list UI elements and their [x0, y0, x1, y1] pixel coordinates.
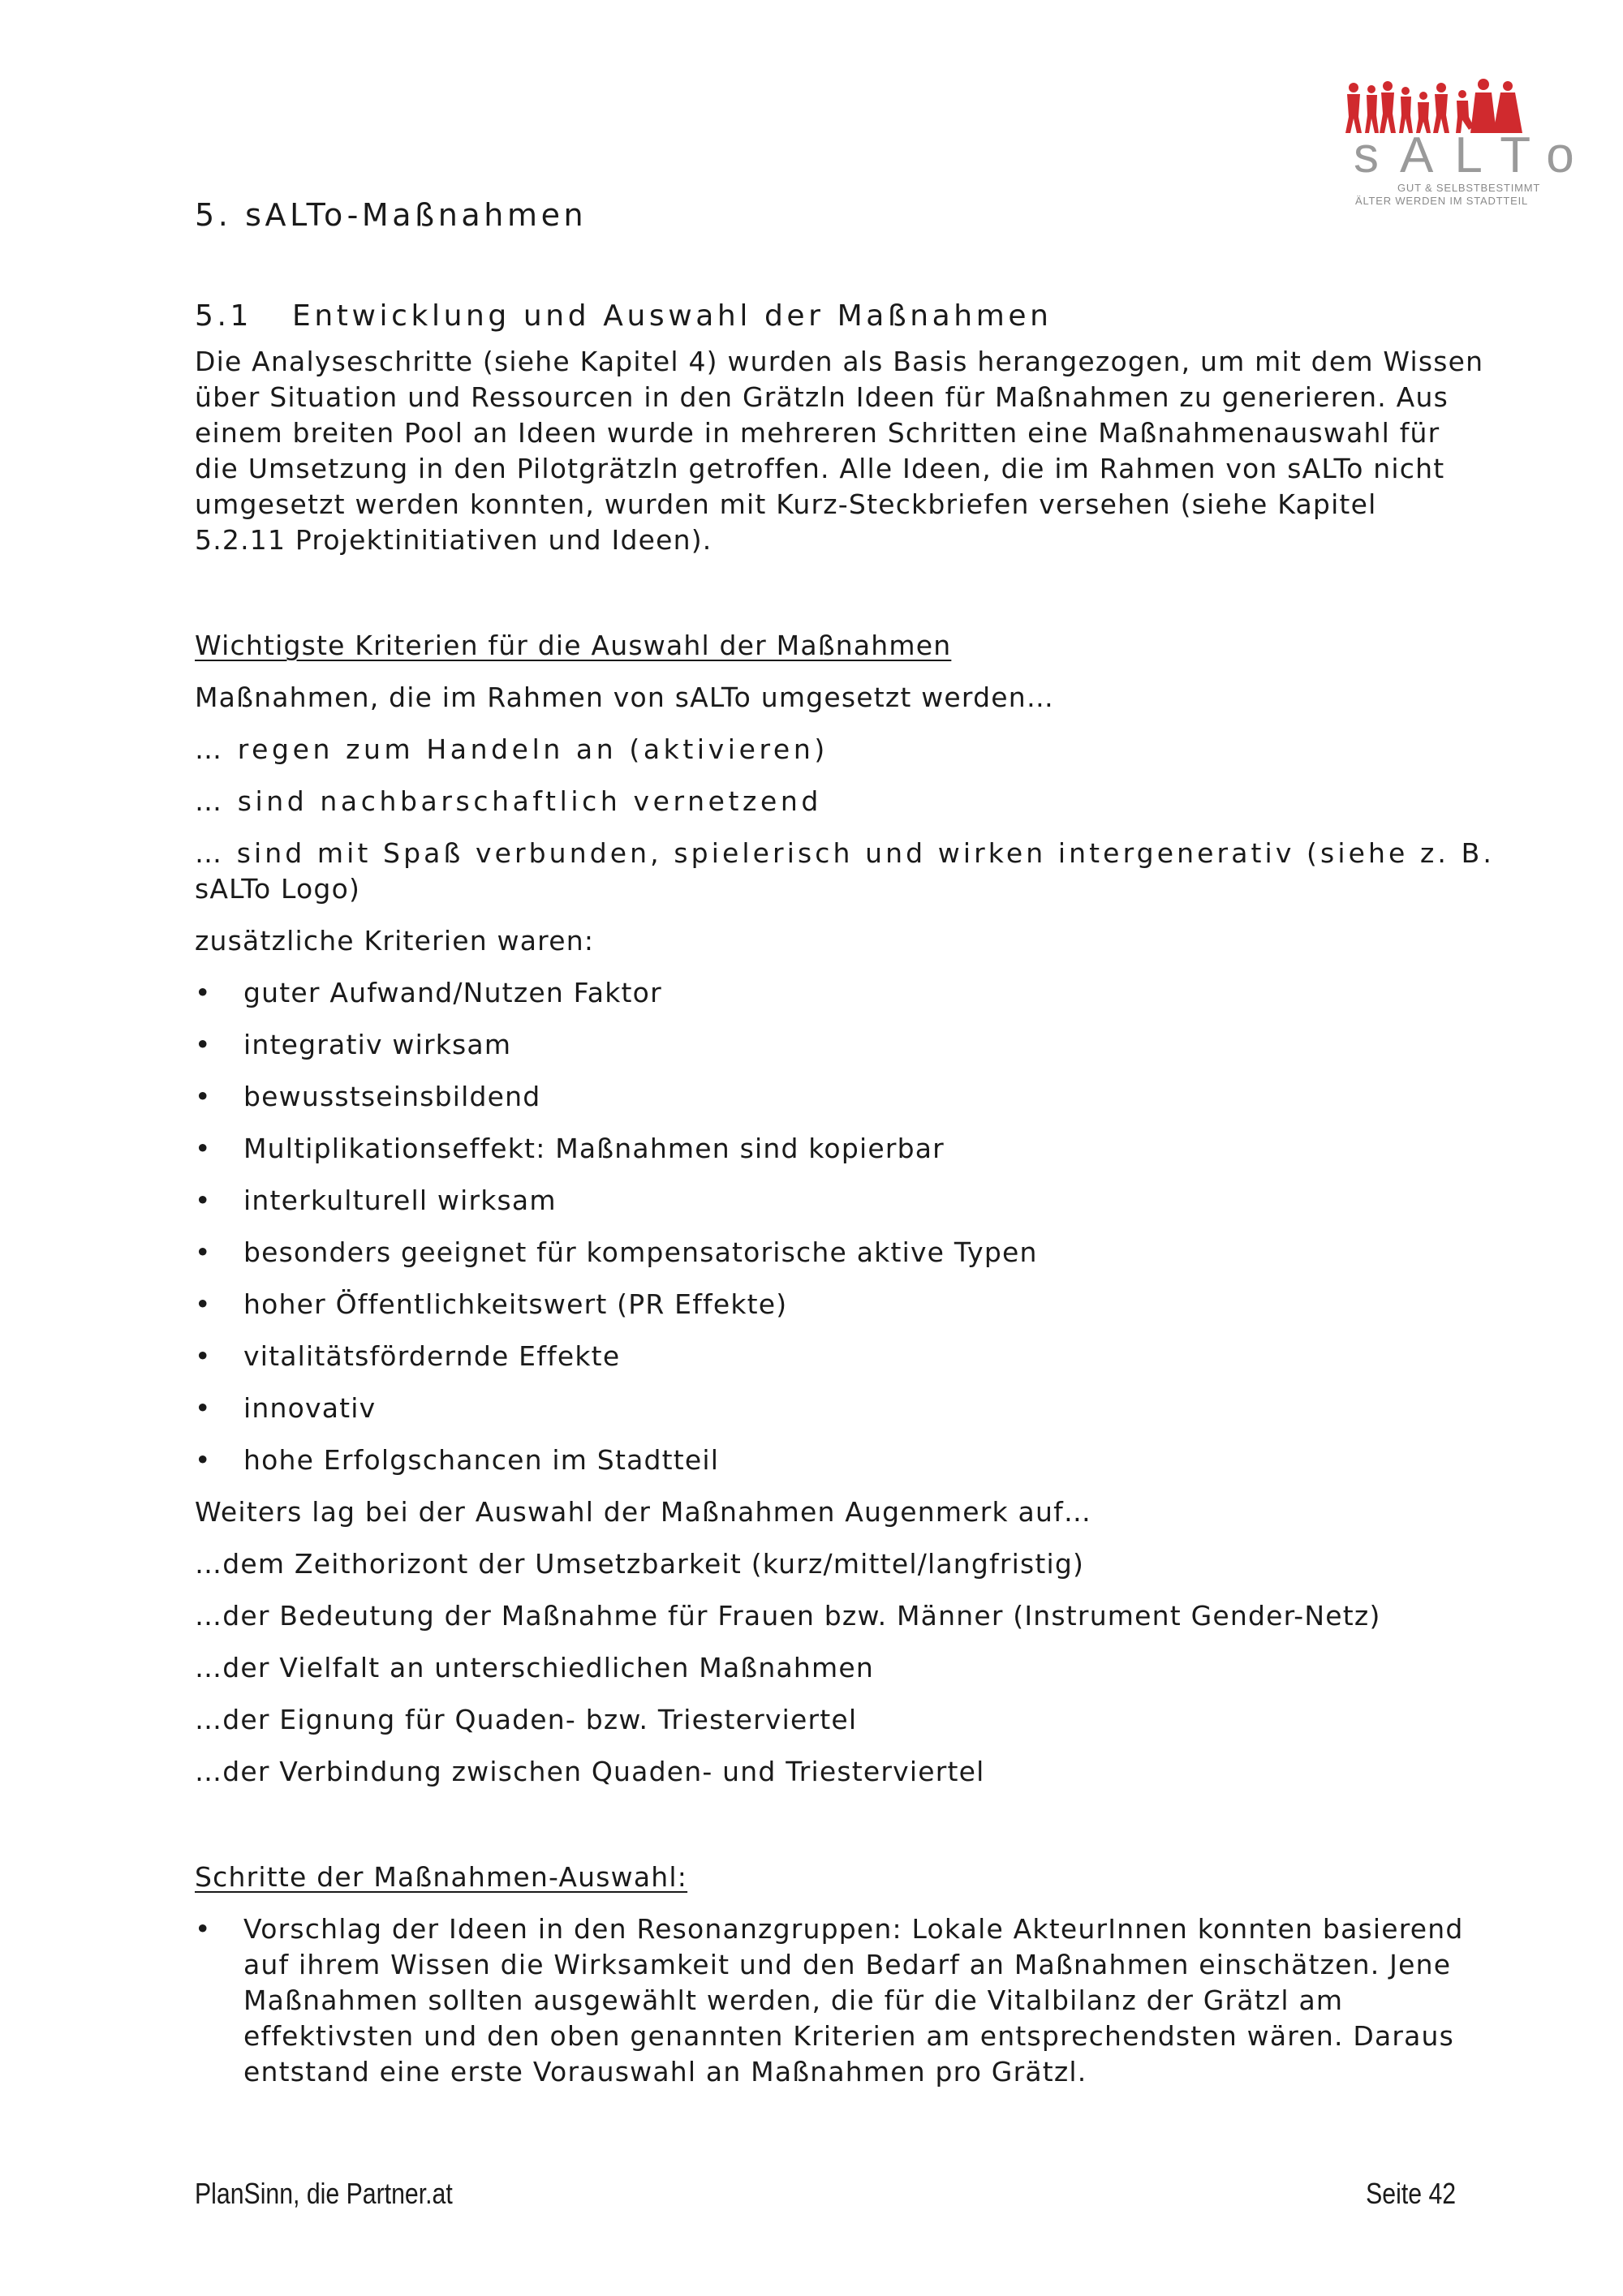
steps-item-line: entstand eine erste Vorauswahl an Maßnahmen pro Grätzl. — [243, 2056, 1087, 2087]
bullet-icon: • — [195, 1185, 211, 1216]
criterion-main-cont: sALTo Logo) — [195, 873, 361, 905]
list-item: bewusstseinsbildend — [243, 1081, 541, 1112]
paragraph-line: Die Analyseschritte (siehe Kapitel 4) wurden als Basis herangezogen, um mit dem Wissen — [195, 346, 1484, 377]
list-item: hohe Erfolgschancen im Stadtteil — [243, 1444, 720, 1476]
logo-wordmark: sALTo — [1354, 127, 1595, 183]
bullet-icon: • — [195, 1029, 211, 1060]
criterion-main: … sind mit Spaß verbunden, spielerisch und wirken intergenerativ (siehe z. B. — [195, 837, 1495, 869]
section-title: Entwicklung und Auswahl der Maßnahmen — [292, 299, 1053, 333]
steps-item-line: effektivsten und den oben genannten Kriterien am entsprechendsten wären. Daraus — [243, 2020, 1455, 2052]
paragraph-line: 5.2.11 Projektinitiativen und Ideen). — [195, 524, 712, 556]
steps-item-line: Vorschlag der Ideen in den Resonanzgruppen: Lokale AkteurInnen konnten basierend — [243, 1913, 1464, 1945]
focus-item: …der Vielfalt an unterschiedlichen Maßnahmen — [195, 1652, 874, 1683]
bullet-icon: • — [195, 1288, 211, 1320]
criterion-main: … regen zum Handeln an (aktivieren) — [195, 733, 829, 765]
paragraph-line: umgesetzt werden konnten, wurden mit Kurz-Steckbriefen versehen (siehe Kapitel — [195, 488, 1377, 520]
list-item: guter Aufwand/Nutzen Faktor — [243, 977, 662, 1008]
bullet-icon: • — [195, 1444, 211, 1476]
chapter-title: 5. sALTo-Maßnahmen — [195, 197, 588, 233]
bullet-icon: • — [195, 1081, 211, 1112]
additional-criteria-intro: zusätzliche Kriterien waren: — [195, 925, 595, 957]
focus-item: …der Bedeutung der Maßnahme für Frauen bzw. Männer (Instrument Gender-Netz) — [195, 1600, 1381, 1632]
list-item: innovativ — [243, 1392, 377, 1424]
paragraph-line: über Situation und Ressourcen in den Grätzln Ideen für Maßnahmen zu generieren. Aus — [195, 381, 1449, 413]
section-number: 5.1 — [195, 299, 253, 333]
focus-item: …dem Zeithorizont der Umsetzbarkeit (kurz/mittel/langfristig) — [195, 1548, 1085, 1580]
logo-tagline-2: ÄLTER WERDEN IM STADTTEIL — [1355, 195, 1529, 207]
list-item: interkulturell wirksam — [243, 1185, 557, 1216]
bullet-icon: • — [195, 1340, 211, 1372]
bullet-icon: • — [195, 1133, 211, 1164]
steps-item-line: auf ihrem Wissen die Wirksamkeit und den Bedarf an Maßnahmen einschätzen. Jene — [243, 1949, 1452, 1980]
list-item: Multiplikationseffekt: Maßnahmen sind kopierbar — [243, 1133, 945, 1164]
page-number: Seite 42 — [1366, 2177, 1456, 2210]
list-item: vitalitätsfördernde Effekte — [243, 1340, 621, 1372]
focus-item: …der Eignung für Quaden- bzw. Triesterviertel — [195, 1704, 858, 1735]
focus-item: …der Verbindung zwischen Quaden- und Triesterviertel — [195, 1756, 985, 1787]
paragraph-line: einem breiten Pool an Ideen wurde in mehreren Schritten eine Maßnahmenauswahl für — [195, 417, 1440, 449]
footer-left: PlanSinn, die Partner.at — [195, 2177, 453, 2210]
bullet-icon: • — [195, 1913, 211, 1945]
bullet-icon: • — [195, 1392, 211, 1424]
steps-item-line: Maßnahmen sollten ausgewählt werden, die für die Vitalbilanz der Grätzl am — [243, 1984, 1344, 2016]
criteria-heading: Wichtigste Kriterien für die Auswahl der Maßnahmen — [195, 630, 952, 661]
salto-logo — [1339, 78, 1595, 208]
bullet-icon: • — [195, 1236, 211, 1268]
list-item: besonders geeignet für kompensatorische aktive Typen — [243, 1236, 1038, 1268]
logo-tagline-1: GUT & SELBSTBESTIMMT — [1397, 182, 1541, 194]
bullet-icon: • — [195, 977, 211, 1008]
list-item: integrativ wirksam — [243, 1029, 512, 1060]
criteria-intro: Maßnahmen, die im Rahmen von sALTo umgesetzt werden… — [195, 681, 1055, 713]
criterion-main: … sind nachbarschaftlich vernetzend — [195, 785, 822, 817]
steps-heading: Schritte der Maßnahmen-Auswahl: — [195, 1861, 688, 1893]
list-item: hoher Öffentlichkeitswert (PR Effekte) — [243, 1288, 788, 1320]
paragraph-line: die Umsetzung in den Pilotgrätzln getroffen. Alle Ideen, die im Rahmen von sALTo nicht — [195, 453, 1445, 484]
focus-intro: Weiters lag bei der Auswahl der Maßnahmen Augenmerk auf… — [195, 1496, 1092, 1528]
